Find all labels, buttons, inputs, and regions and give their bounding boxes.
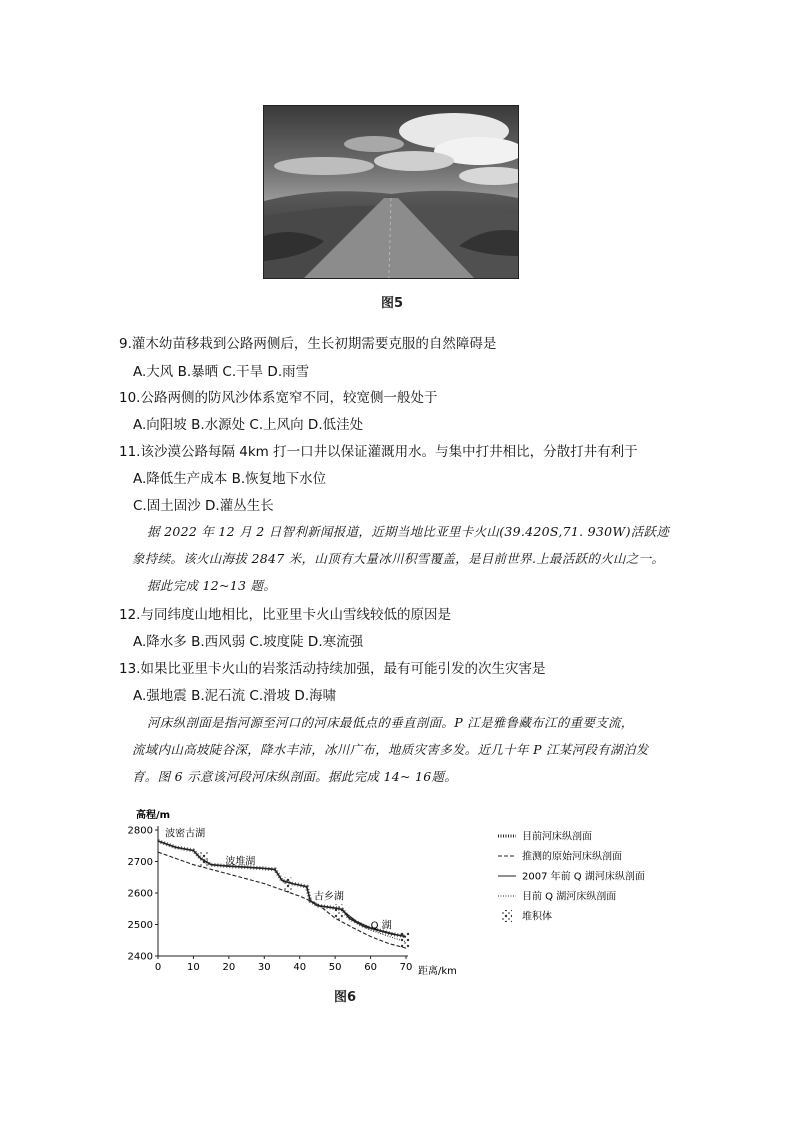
deposit-body	[401, 932, 410, 948]
question-13-options: A.强地震 B.泥石流 C.滑坡 D.海啸	[133, 688, 337, 704]
question-11-options-ab: A.降低生产成本 B.恢复地下水位	[133, 471, 327, 487]
series-line-2	[158, 852, 406, 948]
x-tick-label: 10	[187, 962, 200, 973]
material1-line1: 据 2022 年 12 月 2 日智利新闻报道，近期当地比亚里卡火山(39.420S,71. 930W)活跃迹	[147, 524, 670, 539]
x-tick-label: 70	[399, 962, 413, 973]
y-tick-label: 2800	[127, 825, 153, 837]
question-11-options-cd: C.固土固沙 D.灌丛生长	[133, 498, 274, 514]
y-tick-label: 2500	[127, 920, 153, 931]
x-tick-label: 0	[154, 962, 162, 973]
x-tick-label: 20	[222, 962, 236, 973]
lake-label: 古乡湖	[313, 891, 344, 903]
lake-label: Q 湖	[370, 920, 392, 932]
material2-line1: 河床纵剖面是指河源至河口的河床最低点的垂直剖面。P 江是雅鲁藏布江的重要支流，	[147, 715, 634, 730]
riverbed-profile-chart	[118, 806, 658, 976]
figure6-caption: 图6	[334, 990, 357, 1005]
lake-label: 波堆湖	[225, 856, 256, 868]
lake-label: 波密古湖	[165, 828, 206, 840]
material2-line2: 流域内山高坡陡谷深，降水丰沛，冰川广布，地质灾害多发。近几十年 P 江某河段有湖泊发	[132, 742, 649, 757]
question-12-options: A.降水多 B.西风弱 C.坡度陡 D.寒流强	[133, 634, 364, 650]
legend-label: 堆积体	[522, 911, 552, 923]
x-tick-label: 60	[364, 962, 377, 973]
series-line-1	[158, 841, 406, 937]
y-tick-label: 2700	[127, 857, 153, 868]
question-11: 11.该沙漠公路每隔 4km 打一口井以保证灌溉用水。与集中打井相比，分散打井有利于	[119, 444, 638, 460]
legend-label: 目前河床纵剖面	[522, 831, 592, 843]
question-10: 10.公路两侧的防风沙体系宽窄不同，较宽侧一般处于	[119, 390, 438, 406]
x-tick-label: 50	[328, 962, 342, 973]
question-12: 12.与同纬度山地相比，比亚里卡火山雪线较低的原因是	[119, 607, 451, 623]
x-tick-label: 40	[293, 962, 307, 973]
desert-road-photo	[263, 105, 519, 279]
question-13: 13.如果比亚里卡火山的岩浆活动持续加强，最有可能引发的次生灾害是	[119, 661, 546, 677]
material2-line3: 育。图 6 示意该河段河床纵剖面。据此完成 14~ 16题。	[132, 769, 458, 784]
legend-label: 目前 Q 湖河床纵剖面	[522, 891, 617, 903]
material1-line3: 据此完成 12~13 题。	[147, 578, 277, 593]
x-tick-label: 30	[257, 962, 271, 973]
question-9: 9.灌木幼苗移栽到公路两侧后，生长初期需要克服的自然障碍是	[119, 336, 497, 352]
deposit-body	[334, 904, 343, 920]
question-10-options: A.向阳坡 B.水源处 C.上风向 D.低洼处	[133, 417, 364, 433]
series-hatch	[158, 841, 406, 937]
y-tick-label: 2600	[127, 888, 153, 900]
y-tick-label: 2400	[127, 951, 153, 963]
y-axis-label: 高程/m	[136, 810, 171, 821]
legend-label: 推测的原始河床纵剖面	[522, 851, 622, 863]
x-axis-label: 距离/km	[418, 966, 457, 976]
material1-line2: 象持续。该火山海拔 2847 米，山顶有大量冰川积雪覆盖，是目前世界.上最活跃的火山之一。	[132, 551, 665, 566]
legend-label: 2007 年前 Q 湖河床纵剖面	[522, 871, 645, 883]
legend-deposit-swatch	[502, 910, 512, 922]
figure5-caption: 图5	[381, 296, 404, 311]
question-9-options: A.大风 B.暴晒 C.干旱 D.雨雪	[133, 364, 310, 380]
